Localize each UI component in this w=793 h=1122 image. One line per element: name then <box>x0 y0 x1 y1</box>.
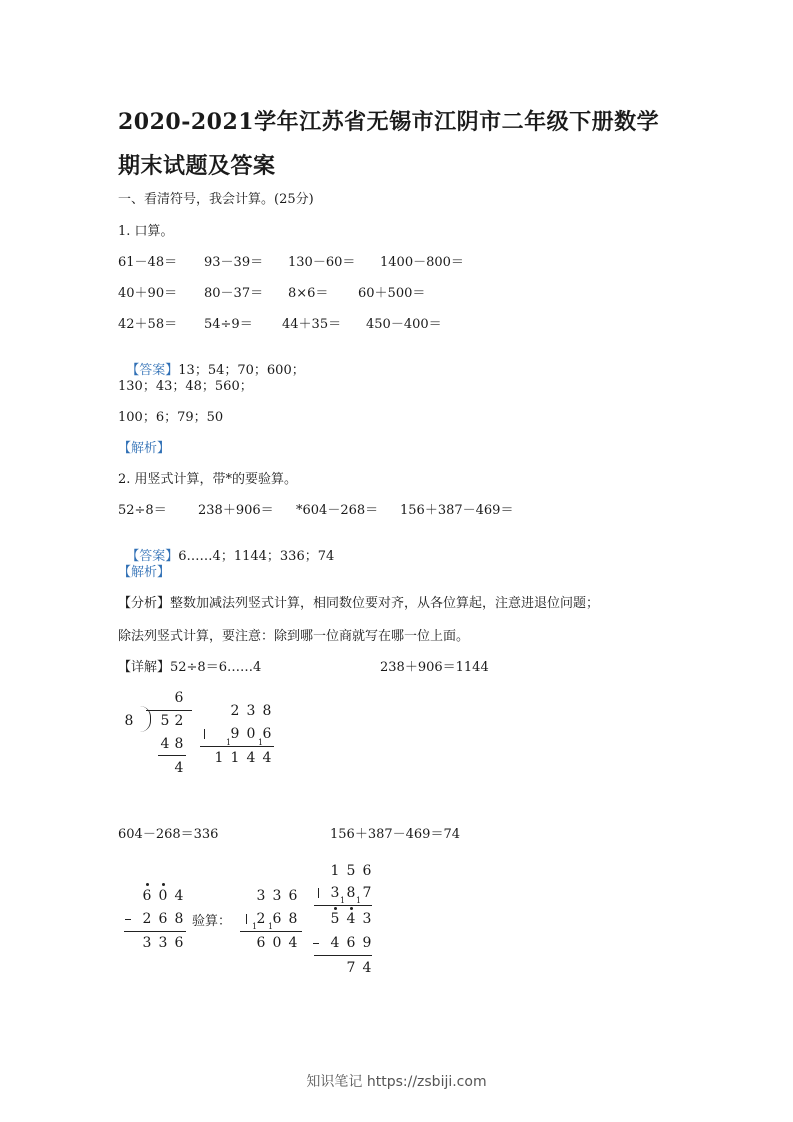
digit: 9 <box>230 726 240 742</box>
answer-text: 100；6；79；50 <box>118 410 224 425</box>
problem: 156＋387－469＝ <box>400 503 514 518</box>
borrow-dot <box>350 907 353 910</box>
problem: 93－39＝ <box>204 255 264 270</box>
equation: 156＋387－469＝74 <box>330 827 460 842</box>
analysis-text: 【分析】整数加减法列竖式计算，相同数位要对齐，从各位算起，注意进退位问题； <box>118 596 600 611</box>
problem: 54÷9＝ <box>204 317 253 332</box>
division-bar <box>146 710 192 711</box>
borrow-dot <box>146 883 149 886</box>
digit: 2 <box>230 703 240 719</box>
digit: 1 <box>330 863 340 879</box>
problem: 42＋58＝ <box>118 317 178 332</box>
problem: 40＋90＝ <box>118 286 178 301</box>
underline <box>124 931 186 932</box>
underline <box>314 955 372 956</box>
digit: 8 <box>262 703 272 719</box>
analysis-tag: 【解析】 <box>118 565 171 580</box>
digit: 8 <box>174 911 184 927</box>
check-label: 验算： <box>192 914 232 929</box>
equation: 604－268＝336 <box>118 827 219 842</box>
digit: 0 <box>158 888 168 904</box>
quotient-digit: 6 <box>174 690 184 706</box>
problem: 61－48＝ <box>118 255 178 270</box>
plus-sign <box>246 914 247 924</box>
digit: 4 <box>174 888 184 904</box>
digit: 6 <box>158 911 168 927</box>
plus-sign <box>204 729 205 739</box>
problem: 130－60＝ <box>288 255 356 270</box>
digit: 3 <box>362 911 372 927</box>
digit: 4 <box>262 750 272 766</box>
digit: 3 <box>158 935 168 951</box>
product-digit: 4 <box>160 736 170 752</box>
digit: 3 <box>256 888 266 904</box>
question-1-label: 1. 口算。 <box>118 224 174 239</box>
product-digit: 8 <box>174 736 184 752</box>
dividend-digit: 2 <box>174 713 184 729</box>
carry-digit: 1 <box>258 738 264 747</box>
digit: 2 <box>256 911 266 927</box>
digit: 2 <box>142 911 152 927</box>
remainder-digit: 4 <box>174 760 184 776</box>
digit: 3 <box>330 885 340 901</box>
digit: 7 <box>362 885 372 901</box>
problem: 238＋906＝ <box>198 503 274 518</box>
problem: 60＋500＝ <box>358 286 426 301</box>
problem: 80－37＝ <box>204 286 264 301</box>
section-heading: 一、看清符号，我会计算。(25分) <box>118 192 314 207</box>
analysis-tag: 【解析】 <box>118 441 171 456</box>
page-title: 2020-2021学年江苏省无锡市江阴市二年级下册数学期末试题及答案 <box>118 109 660 179</box>
digit: 3 <box>142 935 152 951</box>
carry-digit: 1 <box>356 896 362 905</box>
underline <box>200 746 274 747</box>
equation: 238＋906＝1144 <box>380 660 489 675</box>
digit: 1 <box>230 750 240 766</box>
digit: 5 <box>346 863 356 879</box>
divisor: 8 <box>124 713 134 729</box>
digit: 3 <box>272 888 282 904</box>
answer-tag: 【答案】 <box>126 549 179 564</box>
digit: 6 <box>256 935 266 951</box>
carry-digit: 1 <box>268 922 274 931</box>
digit: 4 <box>246 750 256 766</box>
digit: 3 <box>246 703 256 719</box>
plus-sign <box>318 888 319 898</box>
detail-text: 【详解】52÷8＝6……4 <box>118 660 262 675</box>
carry-digit: 1 <box>340 896 346 905</box>
dividend-digit: 5 <box>160 713 170 729</box>
digit: 5 <box>330 911 340 927</box>
underline <box>314 905 372 906</box>
digit: 4 <box>330 935 340 951</box>
answer-text: 6……4；1144；336；74 <box>178 549 335 564</box>
analysis-text: 除法列竖式计算，要注意：除到哪一位商就写在哪一位上面。 <box>118 629 470 644</box>
problem: 44＋35＝ <box>282 317 342 332</box>
digit: 6 <box>174 935 184 951</box>
digit: 6 <box>262 726 272 742</box>
answer-tag: 【答案】 <box>126 363 179 378</box>
minus-sign <box>313 943 319 944</box>
problem: 8×6＝ <box>288 286 329 301</box>
borrow-dot <box>162 883 165 886</box>
underline <box>240 931 302 932</box>
carry-digit: 1 <box>226 738 232 747</box>
borrow-dot <box>334 907 337 910</box>
digit: 4 <box>362 960 372 976</box>
digit: 6 <box>362 863 372 879</box>
digit: 1 <box>214 750 224 766</box>
question-2-label: 2. 用竖式计算，带*的要验算。 <box>118 472 298 487</box>
problem: 450－400＝ <box>366 317 442 332</box>
problem: 52÷8＝ <box>118 503 167 518</box>
carry-digit: 1 <box>252 922 258 931</box>
digit: 6 <box>272 911 282 927</box>
digit: 6 <box>288 888 298 904</box>
digit: 7 <box>346 960 356 976</box>
digit: 6 <box>346 935 356 951</box>
digit: 0 <box>246 726 256 742</box>
digit: 6 <box>142 888 152 904</box>
problem: 1400－800＝ <box>380 255 464 270</box>
underline <box>158 755 186 756</box>
footer-watermark: 知识笔记 https://zsbiji.com <box>306 1074 487 1090</box>
minus-sign <box>125 919 131 920</box>
digit: 4 <box>346 911 356 927</box>
answer-text: 130；43；48；560； <box>118 379 253 394</box>
digit: 4 <box>288 935 298 951</box>
answer-text: 13；54；70；600； <box>178 363 305 378</box>
digit: 0 <box>272 935 282 951</box>
digit: 8 <box>288 911 298 927</box>
digit: 8 <box>346 885 356 901</box>
problem: *604－268＝ <box>296 503 379 518</box>
digit: 9 <box>362 935 372 951</box>
